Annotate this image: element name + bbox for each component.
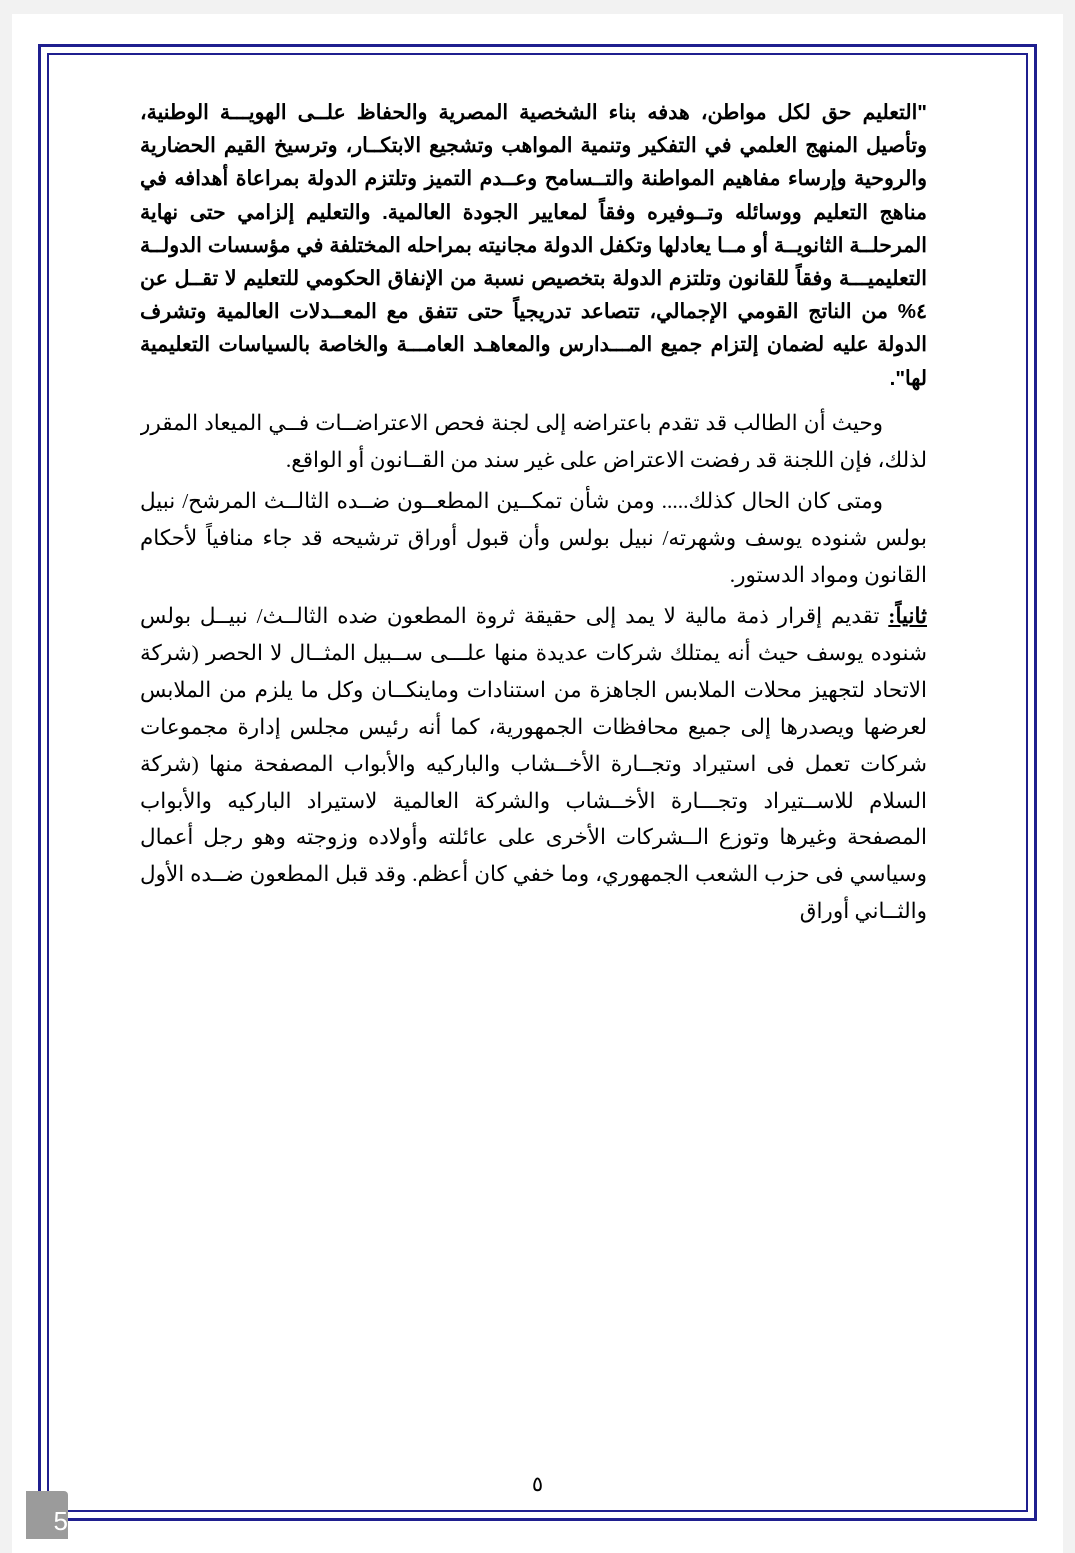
paragraph-second-point-text: تقديم إقرار ذمة مالية لا يمد إلى حقيقة ثروة المطعون ضده الثالــث/ نبيــل بولس شنوده يوسف حيث أنه يمتلك شركات عديدة منها علـــى ســبيل المثــال لا الحصر (شركة الاتحاد لتجهيز محلات الملابس الجاهزة من استنادات وماينكــان وكل ما يلزم من الملابس لعرضها ويصدرها إلى جميع محافظات الجمهورية، كما أنه رئيس مجلس إدارة مجموعات شركات تعمل فى استيراد وتجــارة الأخــشاب والباركيه والأبواب المصفحة منها (شركة السلام للاســتيراد وتجـــارة الأخــشاب والشركة العالمية لاستيراد الباركيه والأبواب المصفحة وغيرها وتوزع الــشركات الأخرى على عائلته وأولاده وزوجته وهو رجل أعمال وسياسي فى حزب الشعب الجمهوري، وما خفي كان أعظم. وقد قبل المطعون ضــده الأول والثــاني أوراق (140, 603, 927, 924)
quoted-constitution-article: "التعليم حق لكل مواطن، هدفه بناء الشخصية المصرية والحفاظ علــى الهويـــة الوطنية، وتأصيل المنهج العلمي في التفكير وتنمية المواهب وتشجيع الابتكــار، وترسيخ القيم الحضارية والروحية وإرساء مفاهيم المواطنة والتــسامح وعــدم التميز وتلتزم الدولة بمراعاة أهدافه في مناهج التعليم ووسائله وتــوفيره وفقاً لمعايير الجودة العالمية. والتعليم إلزامي حتى نهاية المرحلــة الثانويــة أو مــا يعادلها وتكفل الدولة مجانيته بمراحله المختلفة في مؤسسات الدولــة التعليميـــة وفقاً للقانون وتلتزم الدولة بتخصيص نسبة من الإنفاق الحكومي للتعليم لا تقــل عن ٤% من الناتج القومي الإجمالي، تتصاعد تدريجياً حتى تتفق مع المعــدلات العالمية وتشرف الدولة عليه لضمان إلتزام جميع المـــدارس والمعاهـد العامـــة والخاصة بالسياسات التعليمية لها". (140, 101, 927, 390)
page-number: ٥ (531, 1472, 544, 1496)
document-body (140, 96, 927, 1433)
page-margin-left (0, 0, 12, 1553)
page-margin-right (1063, 0, 1075, 1553)
paragraph-candidate-nomination: ومتى كان الحال كذلك..... ومن شأن تمكــين المطعــون ضــده الثالــث المرشح/ نبيل بولس شنوده يوسف وشهرته/ نبيل بولس وأن قبول أوراق ترشيحه قد جاء منافياً لأحكام القانون ومواد الدستور. (140, 488, 927, 587)
page-badge: 5 (26, 1491, 68, 1539)
paragraph-objection-committee: وحيث أن الطالب قد تقدم باعتراضه إلى لجنة فحص الاعتراضــات فــي الميعاد المقرر لذلك، فإن اللجنة قد رفضت الاعتراض على غير سند من القــانون أو الواقع. (140, 410, 927, 472)
paragraph-second-point (140, 598, 927, 931)
paragraph-lead-label: ثانياً: (888, 603, 927, 628)
page-margin-top (0, 0, 1075, 14)
